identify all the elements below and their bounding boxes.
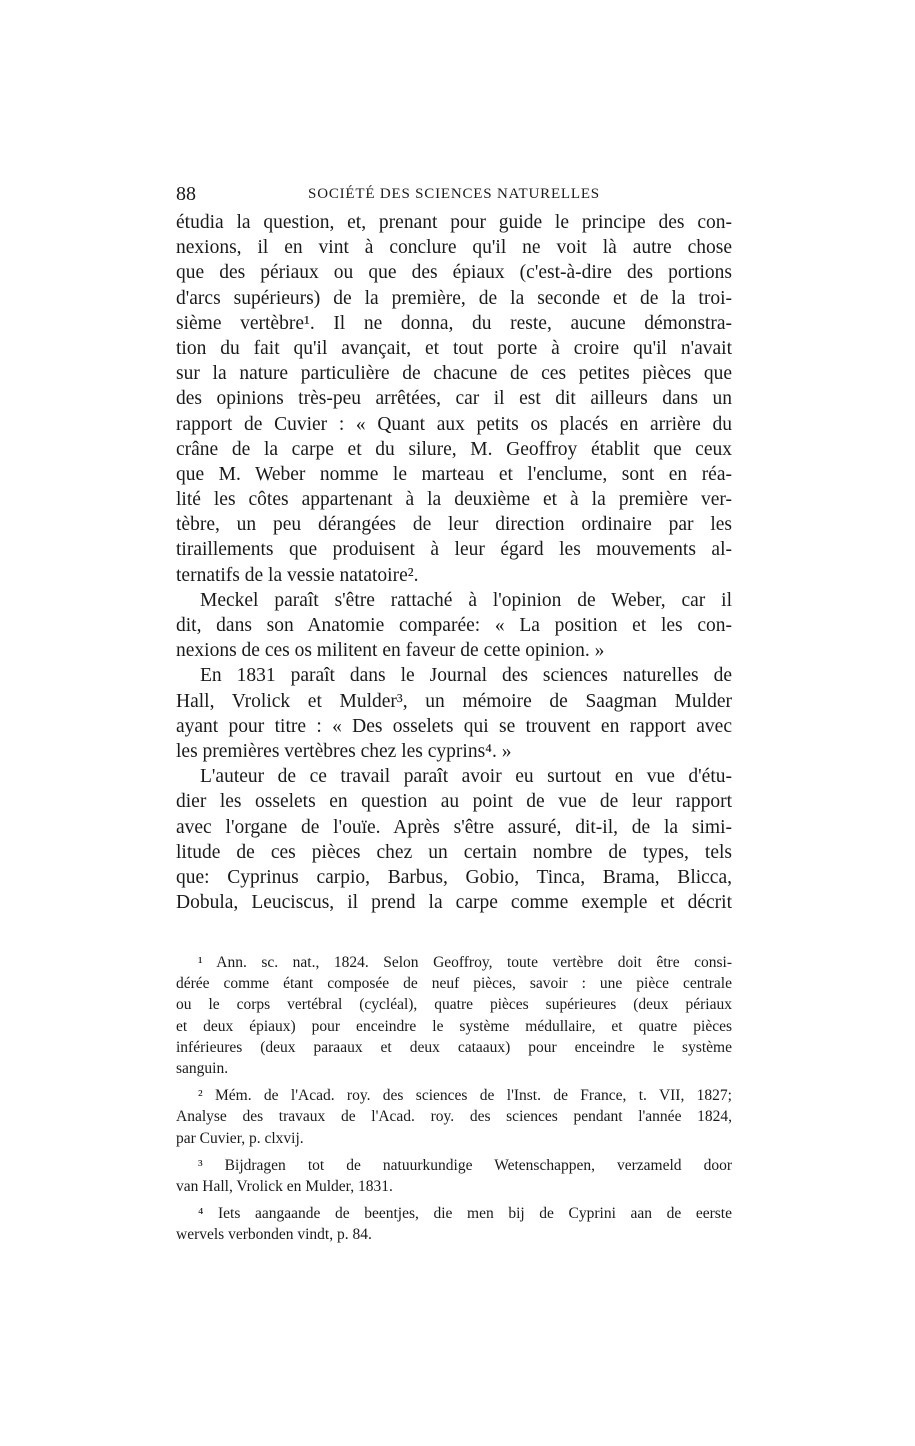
footnote-1 bbox=[176, 952, 732, 1079]
body-line: Dobula, Leuciscus, il prend la carpe comme exemple et décrit bbox=[176, 892, 732, 914]
body-line: litude de ces pièces chez un certain nombre de types, tels bbox=[176, 841, 732, 863]
body-line: sur la nature particulière de chacune de ces petites pièces que bbox=[176, 363, 732, 385]
body-line: tiraillements que produisent à leur égard les mouvements al- bbox=[176, 539, 732, 561]
body-line: les premières vertèbres chez les cyprins⁴. » bbox=[176, 740, 512, 762]
body-line: dier les osselets en question au point de vue de leur rapport bbox=[176, 791, 732, 813]
footnotes bbox=[176, 952, 732, 1245]
body-line: tèbre, un peu dérangées de leur direction ordinaire par les bbox=[176, 514, 732, 536]
footnote-line: dérée comme étant composée de neuf pièces, savoir : une pièce centrale bbox=[176, 975, 732, 993]
running-head: SOCIÉTÉ DES SCIENCES NATURELLES bbox=[308, 186, 600, 202]
body-line: avec l'organe de l'ouïe. Après s'être assuré, dit-il, de la simi- bbox=[176, 816, 732, 838]
body-line: sième vertèbre¹. Il ne donna, du reste, aucune démonstra- bbox=[176, 312, 732, 334]
body-line: dit, dans son Anatomie comparée: « La position et les con- bbox=[176, 615, 732, 636]
body-line: d'arcs supérieurs) de la première, de la seconde et de la troi- bbox=[176, 287, 732, 309]
footnote-line: ou le corps vertébral (cycléal), quatre pièces supérieures (deux périaux bbox=[176, 996, 732, 1014]
body-line: lité les côtes appartenant à la deuxième et à la première ver- bbox=[176, 489, 732, 511]
body-line: ternatifs de la vessie natatoire². bbox=[176, 564, 419, 586]
footnote-2 bbox=[176, 1085, 732, 1149]
body-line: que M. Weber nomme le marteau et l'enclume, sont en réa- bbox=[176, 463, 732, 485]
body-line: L'auteur de ce travail paraît avoir eu surtout en vue d'étu- bbox=[200, 766, 732, 788]
body-line: nexions, il en vint à conclure qu'il ne voit là autre chose bbox=[176, 237, 732, 259]
body-line: que des périaux ou que des épiaux (c'est-à-dire des portions bbox=[176, 262, 732, 284]
footnote-line: Analyse des travaux de l'Acad. roy. des sciences pendant l'année 1824, bbox=[176, 1108, 732, 1126]
page-number: 88 bbox=[176, 183, 196, 205]
footnote-line: wervels verbonden vindt, p. 84. bbox=[176, 1226, 372, 1244]
body-line: nexions de ces os militent en faveur de cette opinion. » bbox=[176, 640, 605, 662]
body-text bbox=[176, 210, 732, 915]
footnote-line: sanguin. bbox=[176, 1059, 229, 1077]
footnote-line: ¹ Ann. sc. nat., 1824. Selon Geoffroy, toute vertèbre doit être consi- bbox=[198, 954, 732, 971]
footnote-4 bbox=[176, 1203, 732, 1245]
body-line: tion du fait qu'il avançait, et tout porte à croire qu'il n'avait bbox=[176, 337, 732, 359]
body-line: Hall, Vrolick et Mulder³, un mémoire de Saagman Mulder bbox=[176, 690, 732, 712]
footnote-line: ³ Bijdragen tot de natuurkundige Wetenschappen, verzameld door bbox=[198, 1156, 732, 1174]
footnote-3 bbox=[176, 1155, 732, 1197]
body-line: Meckel paraît s'être rattaché à l'opinion de Weber, car il bbox=[200, 589, 732, 611]
page-header bbox=[176, 183, 732, 207]
footnote-line: ⁴ Iets aangaande de beentjes, die men bij de Cyprini aan de eerste bbox=[198, 1205, 732, 1223]
body-line: des opinions très-peu arrêtées, car il est dit ailleurs dans un bbox=[176, 388, 732, 410]
body-line: étudia la question, et, prenant pour guide le principe des con- bbox=[176, 212, 732, 233]
body-line: que: Cyprinus carpio, Barbus, Gobio, Tinca, Brama, Blicca, bbox=[176, 866, 732, 888]
footnote-line: ² Mém. de l'Acad. roy. des sciences de l'Inst. de France, t. VII, 1827; bbox=[198, 1087, 732, 1105]
footnote-line: inférieures (deux paraaux et deux cataaux) pour enceindre le système bbox=[176, 1038, 732, 1056]
footnote-line: par Cuvier, p. clxvij. bbox=[176, 1129, 304, 1147]
body-line: rapport de Cuvier : « Quant aux petits os placés en arrière du bbox=[176, 413, 732, 435]
body-line: En 1831 paraît dans le Journal des sciences naturelles de bbox=[200, 665, 732, 687]
footnote-line: et deux épiaux) pour enceindre le système médullaire, et quatre pièces bbox=[176, 1017, 732, 1035]
body-line: crâne de la carpe et du silure, M. Geoffroy établit que ceux bbox=[176, 438, 732, 460]
footnote-line: van Hall, Vrolick en Mulder, 1831. bbox=[176, 1177, 393, 1195]
body-line: ayant pour titre : « Des osselets qui se trouvent en rapport avec bbox=[176, 715, 732, 737]
